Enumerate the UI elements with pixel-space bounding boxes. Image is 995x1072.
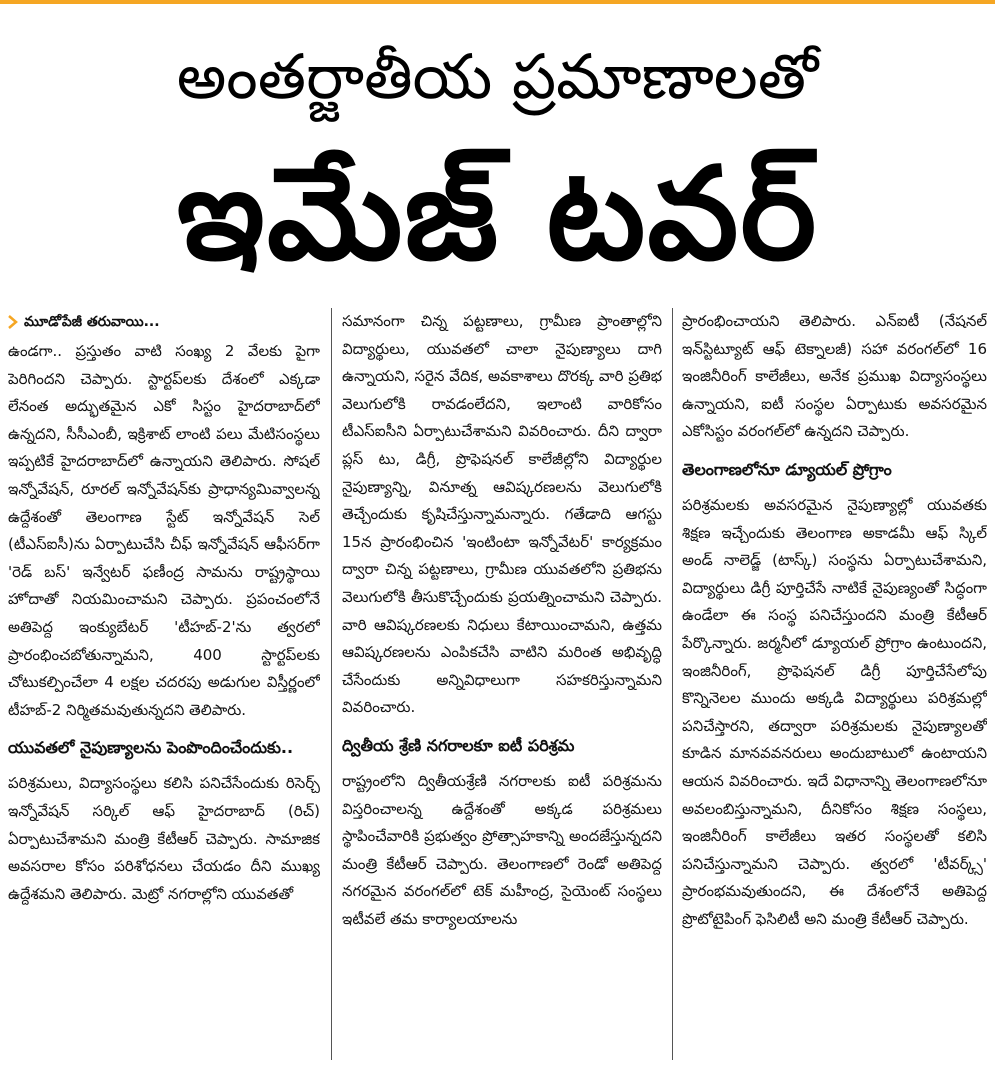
paragraph: పరిశ్రమలకు అవసరమైన నైపుణ్యాల్లో యువతకు శిక్షణ ఇచ్చేందుకు తెలంగాణ అకాడమీ ఆఫ్ స్కిల్ అండ్ నాలెడ్జ్ (టాస్క్) సంస్థను ఏర్పాటుచేశామని, విద్యార్థులు డిగ్రీ పూర్తిచేసే నాటికే నైపుణ్యంతో సిద్ధంగా ఉండేలా ఈ సంస్థ పనిచేస్తుందని మంత్రి కేటీఆర్ పేర్కొన్నారు. జర్మనీలో డ్యూయల్ ప్రోగ్రాం ఉంటుందని, ఇంజినీరింగ్, ప్రొఫెషనల్ డిగ్రీ పూర్తిచేసేలోపు కొన్నినెలల ముందు అక్కడి విద్యార్థులు పరిశ్రమల్లో పనిచేస్తారని, తద్వారా పరిశ్రమలకు నైపుణ్యాలతో కూడిన మానవవనరులు అందుబాటులో ఉంటాయని ఆయన వివరించారు. ఇదే విధానాన్ని తెలంగాణలోనూ అవలంబిస్తున్నామని, దీనికోసం శిక్షణ సంస్థలు, ఇంజినీరింగ్ కాలేజీలు ఇతర సంస్థలతో కలిసి పనిచేస్తున్నామని చెప్పారు. త్వరలో 'టీవర్క్స్' ప్రారంభమవుతుందని, ఈ దేశంలోనే అతిపెద్ద ప్రొటోటైపింగ్ ఫెసిలిటీ అని మంత్రి కేటీఆర్ చెప్పారు. [682,495,987,928]
subheading: ద్వితీయ శ్రేణి నగరాలకూ ఐటీ పరిశ్రమ [342,735,575,755]
paragraph: ప్రారంభించాయని తెలిపారు. ఎన్ఐటీ (నేషనల్ ఇన్‌స్టిట్యూట్ ఆఫ్ టెక్నాలజీ) సహా వరంగల్‌లో 16 ఇంజినీరింగ్ కాలేజీలు, అనేక ప్రముఖ విద్యాసంస్థలు ఉన్నాయని, ఐటీ సంస్థల ఏర్పాటుకు అవసరమైన ఎకోసిస్టం వరంగల్‌లో ఉన్నదని చెప్పారు. [682,312,987,441]
chevron-right-icon [8,315,18,329]
paragraph: సమానంగా చిన్న పట్టణాలు, గ్రామీణ ప్రాంతాల్లోని విద్యార్థులు, యువతలో చాలా నైపుణ్యాలు దాగి ఉన్నాయని, సరైన వేదిక, అవకాశాలు దొరక్క వారి ప్రతిభ వెలుగులోకి రావడంలేదని, ఇలాంటి వారికోసం టీఎస్ఐసీని ఏర్పాటుచేశామని వివరించారు. దీని ద్వారా ప్లస్ టు, డిగ్రీ, ప్రొఫెషనల్ కాలేజీల్లోని విద్యార్థుల నైపుణ్యాన్ని, వినూత్న ఆవిష్కరణలను వెలుగులోకి తెచ్చేందుకు కృషిచేస్తున్నామన్నారు. గతేడాది ఆగస్టు 15న ప్రారంభించిన 'ఇంటింటా ఇన్నోవేటర్' కార్యక్రమం ద్వారా చిన్న పట్టణాలు, గ్రామీణ యువతలోని ప్రతిభను వెలుగులోకి తీసుకొచ్చేందుకు ప్రయత్నించామని చెప్పారు. వారి ఆవిష్కరణలకు నిధులు కేటాయించామని, ఉత్తమ ఆవిష్కరణలను ఎంపికచేసి వాటిని మరింత అభివృద్ధి చేసేందుకు అన్నివిధాలుగా సహకరిస్తున్నామని వివరించారు. [342,312,662,717]
headline: ఇమేజ్ టవర్ [176,140,819,289]
paragraph: పరిశ్రమలు, విద్యాసంస్థలు కలిసి పనిచేసేందుకు రిసెర్చ్ ఇన్నోవేషన్ సర్కిల్ ఆఫ్ హైదరాబాద్ (రిచ్) ఏర్పాటుచేశామని మంత్రి కేటీఆర్ చెప్పారు. సామాజిక అవసరాల కోసం పరిశోధనలు చేయడం దీని ముఖ్య ఉద్దేశమని తెలిపారు. మెట్రో నగరాల్లోని యువతతో [8,774,320,903]
continuation-text: మూడోపేజీ తరువాయి... [24,314,160,330]
article-column-2 [342,308,662,1066]
column-divider [331,308,332,1060]
top-accent-rule [0,0,995,4]
headline-kicker: అంతర్జాతీయ ప్రమాణాలతో [176,40,819,113]
column-divider [672,308,673,1060]
subheading: యువతలో నైపుణ్యాలను పెంపొందించేందుకు.. [8,738,294,758]
subheading: తెలంగాణలోనూ డ్యూయల్ ప్రోగ్రాం [682,459,892,479]
paragraph: రాష్ట్రంలోని ద్వితీయశ్రేణి నగరాలకు ఐటీ పరిశ్రమను విస్తరించాలన్న ఉద్దేశంతో అక్కడ పరిశ్రమలు స్థాపించేవారికి ప్రభుత్వం ప్రోత్సాహకాన్ని అందజేస్తున్నదని మంత్రి కేటీఆర్ చెప్పారు. తెలంగాణలో రెండో అతిపెద్ద నగరమైన వరంగల్‌లో టెక్ మహీంద్ర, సైయెంట్ సంస్థలు ఇటీవలే తమ కార్యాలయాలను [342,771,662,928]
article-column-1 [8,308,320,1066]
paragraph: ఉండగా.. ప్రస్తుతం వాటి సంఖ్య 2 వేలకు పైగా పెరిగిందని చెప్పారు. స్టార్టప్‌లకు దేశంలో ఎక్కడా లేనంత అద్భుతమైన ఎకో సిస్టం హైదరాబాద్‌లో ఉన్నదని, సీసీఎంబీ, ఇక్రిశాట్ లాంటి పలు మేటిసంస్థలు ఇప్పటికే హైదరాబాద్‌లో ఉన్నాయని తెలిపారు. సోషల్ ఇన్నోవేషన్, రూరల్ ఇన్నోవేషన్‌కు ప్రాధాన్యమివ్వాలన్న ఉద్దేశంతో తెలంగాణ స్టేట్ ఇన్నోవేషన్ సెల్ (టీఎస్ఐసీ)ను ఏర్పాటుచేసి చీఫ్ ఇన్నోవేషన్ ఆఫీసర్‌గా 'రెడ్ బస్' ఇన్వేటర్ ఫణీంద్ర సామను రాష్ట్రస్థాయి హోదాతో నియమించామని చెప్పారు. ప్రపంచంలోనే అతిపెద్ద ఇంక్యుబేటర్ 'టీహబ్-2'ను త్వరలో ప్రారంభించబోతున్నామని, 400 స్టార్టప్‌లకు చోటుకల్పించేలా 4 లక్షల చదరపు అడుగుల విస్తీర్ణంలో టీహబ్-2 నిర్మితమవుతున్నదని తెలిపారు. [8,342,320,719]
article-column-3 [682,308,987,1066]
continuation-marker [8,308,320,336]
